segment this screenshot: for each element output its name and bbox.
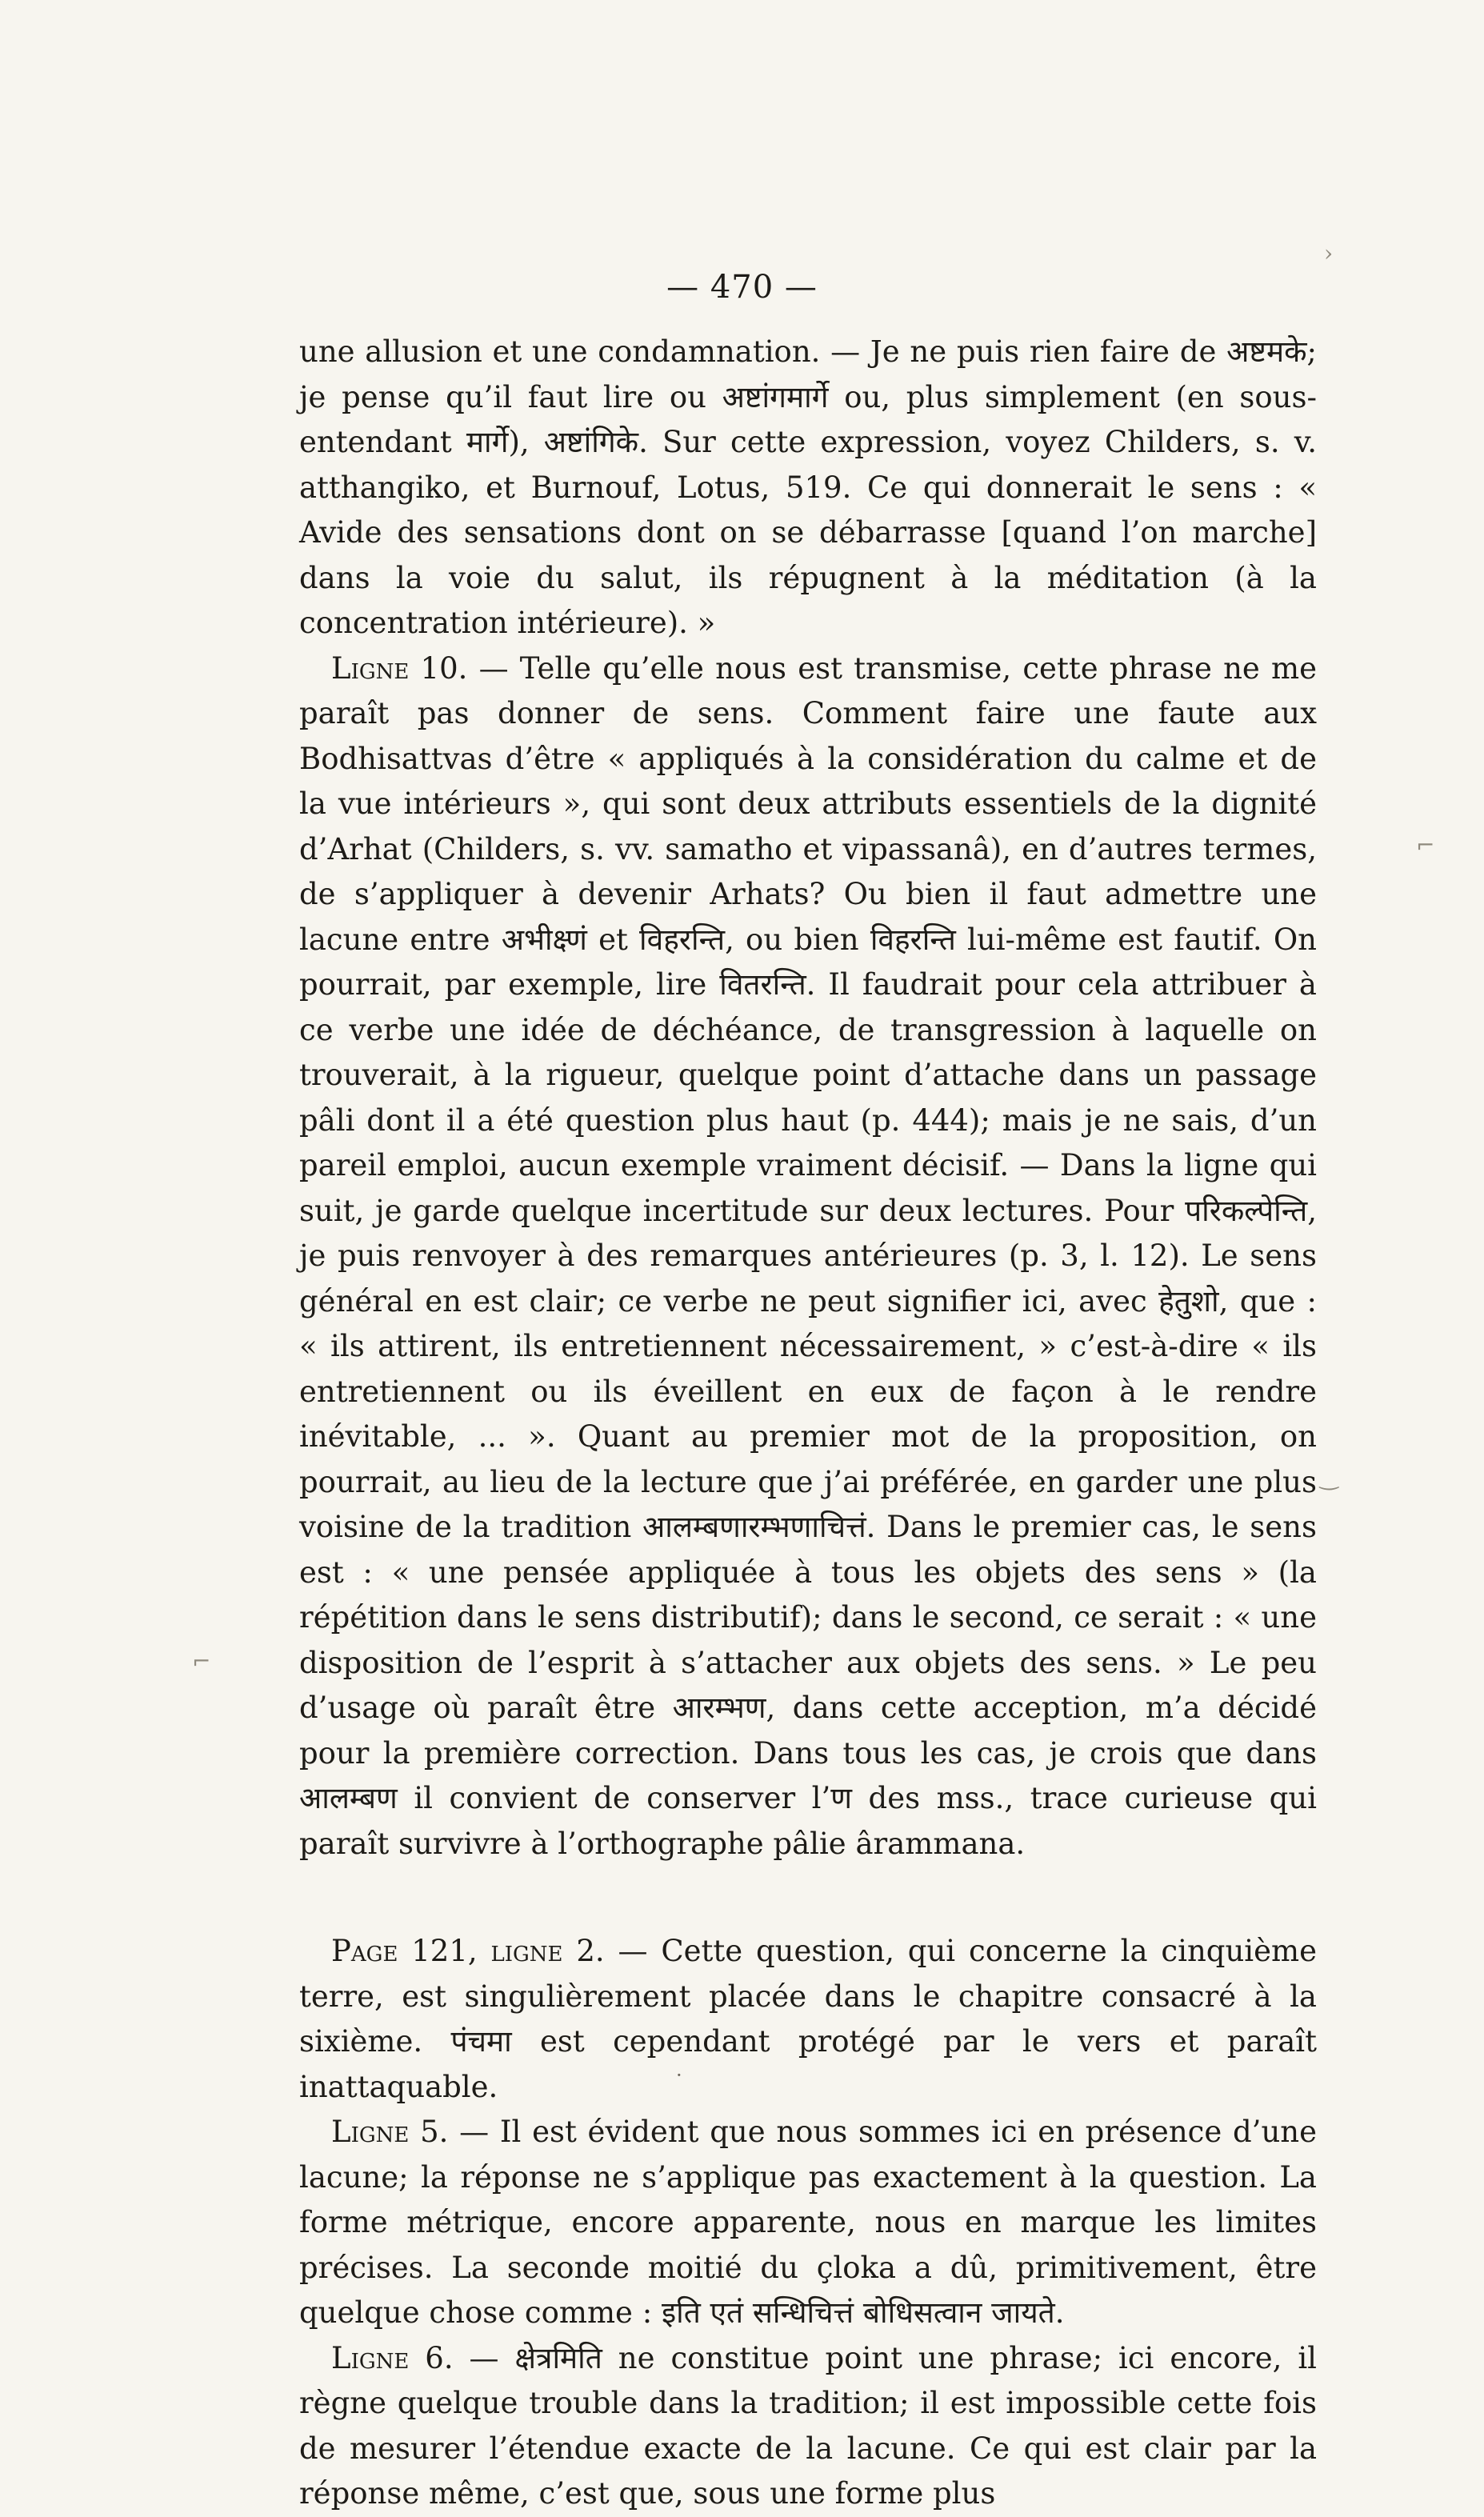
page-reference-label: Page 121, ligne 2. [331,1934,605,1968]
margin-tick-mark: ⌐ [1416,832,1435,858]
paragraph-4 [299,2110,1317,2336]
line-reference-label: Ligne 5. [331,2115,449,2149]
page-body [299,330,1317,2517]
paragraph-2-text: — Telle qu’elle nous est transmise, cette phrase ne me paraît pas donner de sens. Comment faire une faute aux Bodhisattvas d’être « appliqués à la considération du calme et de la vue intérieurs », qui sont deux attributs essentiels de la dignité d’Arhat (Childers, s. vv. samatho et vipassanâ), en d’autres termes, de s’appliquer à devenir Arhats? Ou bien il faut admettre une lacune entre अभीक्ष्णं et विहरन्ति, ou bien विहरन्ति lui-même est fautif. On pourrait, par exemple, lire वितरन्ति. Il faudrait pour cela attribuer à ce verbe une idée de déchéance, de transgression à laquelle on trouverait, à la rigueur, quelque point d’attache dans un passage pâli dont il a été question plus haut (p. 444); mais je ne sais, d’un pareil emploi, aucun exemple vraiment décisif. — Dans la ligne qui suit, je garde quelque incertitude sur deux lectures. Pour परिकल्पेन्ति, je puis renvoyer à des remarques antérieures (p. 3, l. 12). Le sens général en est clair; ce verbe ne peut signifier ici, avec हेतुशो, que : « ils attirent, ils entretiennent nécessairement, » c’est-à-dire « ils entretiennent ou ils éveillent en eux de façon à le rendre inévitable, ... ». Quant au premier mot de la proposition, on pourrait, au lieu de la lecture que j’ai préférée, en garder une plus voisine de la tradition आलम्बणारम्भणाचित्तं. Dans le premier cas, le sens est : « une pensée appliquée à tous les objets des sens » (la répétition dans le sens distributif); dans le second, ce serait : « une disposition de l’esprit à s’attacher aux objets des sens. » Le peu d’usage où paraît être आरम्भण, dans cette acception, m’a décidé pour la première correction. Dans tous les cas, je crois que dans आलम्बण il convient de conserver l’ण des mss., trace curieuse qui paraît survivre à l’orthographe pâlie ârammana. [299,650,1317,1861]
paragraph-4-text: — Il est évident que nous sommes ici en présence d’une lacune; la réponse ne s’applique pas exactement à la question. La forme métrique, encore apparente, nous en marque les limites précises. La seconde moitié du çloka a dû, primitivement, être quelque chose comme : इति एतं सन्धिचित्तं बोधिसत्वान जायते. [299,2115,1318,2330]
line-reference-label: Ligne 6. [331,2340,454,2375]
margin-tick-mark: › [1324,240,1334,266]
paragraph-2 [299,646,1317,1867]
page-foot-speck: · [676,2064,682,2087]
page-number: — 470 — [666,269,818,306]
paragraph-3-text: — Cette question, qui concerne la cinquième terre, est singulièrement placée dans le chapitre consacré à la sixième. पंचमा est cependant protégé par le vers et paraît inattaquable. [299,1934,1317,2104]
paragraph-1: une allusion et une condamnation. — Je ne puis rien faire de अष्टमके; je pense qu’il faut lire ou अष्टांगमार्गे ou, plus simplement (en sous-entendant मार्गे), अष्टांगिके. Sur cette expression, voyez Childers, s. v. atthangiko, et Burnouf, Lotus, 519. Ce qui donnerait le sens : « Avide des sensations dont on se débarrasse [quand l’on marche] dans la voie du salut, ils répugnent à la méditation (à la concentration intérieure). » [299,334,1317,640]
margin-tick-mark: ‿ [1320,1464,1338,1491]
paragraph-5-text: — क्षेत्रमिति ne constitue point une phrase; ici encore, il règne quelque trouble dans la tradition; il est impossible cette fois de mesurer l’étendue exacte de la lacune. Ce qui est clair par la réponse même, c’est que, sous une forme plus [299,2340,1318,2511]
section-gap [299,1867,1317,1929]
paragraph-5 [299,2336,1317,2517]
margin-tick-mark: ⌐ [192,1648,211,1675]
paragraph-3 [299,1929,1317,2110]
line-reference-label: Ligne 10. [331,650,468,686]
